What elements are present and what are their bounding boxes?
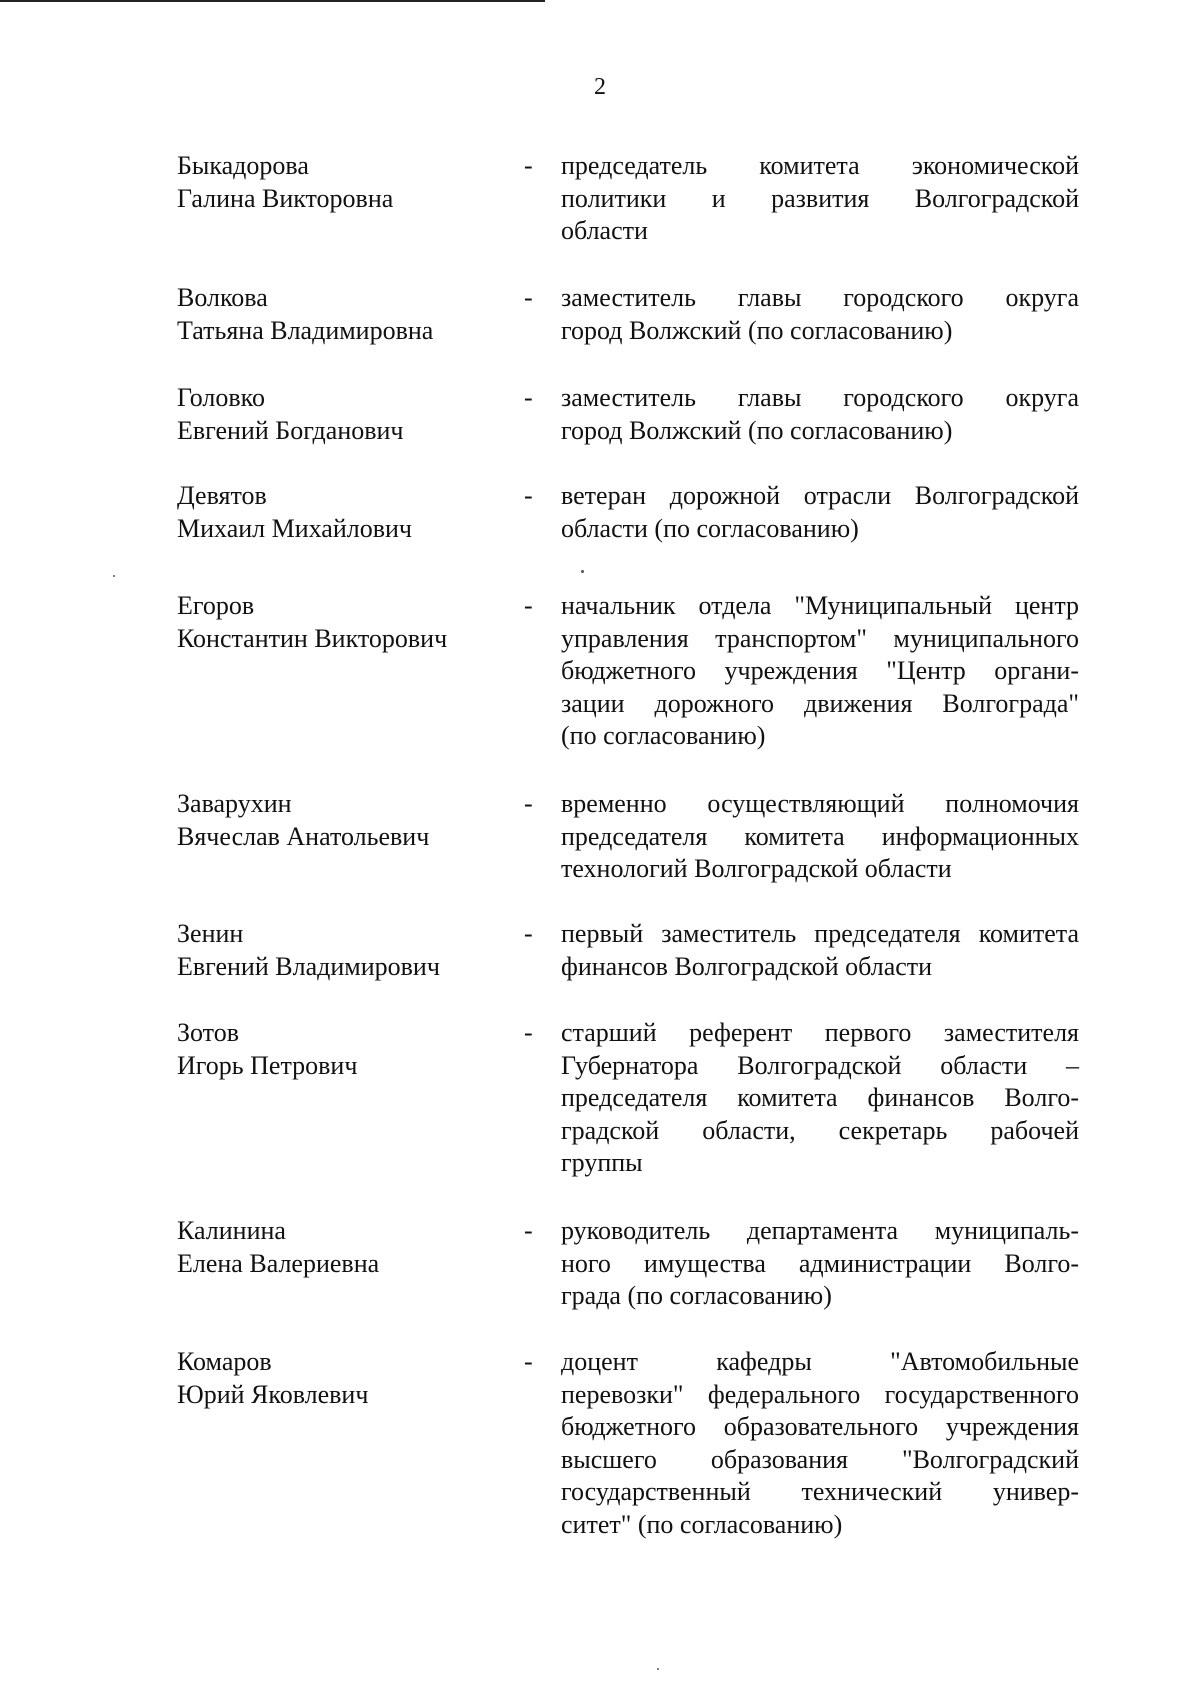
member-given-names: Игорь Петрович	[177, 1050, 358, 1080]
role-line: заместитель главы городского округа	[561, 383, 1079, 412]
member-given-names: Евгений Богданович	[177, 415, 404, 445]
separator-dash: -	[524, 789, 533, 818]
member-surname: Головко	[177, 383, 265, 412]
separator-dash: -	[524, 151, 533, 180]
member-role	[561, 590, 1079, 753]
member-role	[561, 480, 1079, 545]
separator-dash: -	[524, 919, 533, 948]
member-surname: Егоров	[177, 591, 255, 620]
role-line: управления транспортом" муниципального	[561, 623, 1079, 653]
member-given-names: Константин Викторович	[177, 623, 448, 653]
member-name	[177, 1017, 507, 1082]
role-line: доцент кафедры "Автомобильные	[561, 1347, 1079, 1376]
role-line: технологий Волгоградской области	[561, 854, 952, 883]
separator-dash: -	[524, 1347, 533, 1376]
role-line: государственный технический универ-	[561, 1477, 1079, 1506]
member-role	[561, 150, 1079, 248]
role-line: политики и развития Волгоградской	[561, 183, 1079, 213]
member-given-names: Юрий Яковлевич	[177, 1379, 369, 1409]
member-name	[177, 918, 507, 983]
member-given-names: Вячеслав Анатольевич	[177, 821, 430, 851]
role-line: группы	[561, 1148, 643, 1177]
member-role	[561, 788, 1079, 886]
member-given-names: Евгений Владимирович	[177, 951, 440, 981]
member-surname: Комаров	[177, 1347, 272, 1376]
role-line: заместитель главы городского округа	[561, 283, 1079, 312]
page-number: 2	[594, 74, 606, 100]
role-line: ного имущества администрации Волго-	[561, 1248, 1079, 1278]
scan-speck	[657, 1668, 659, 1670]
member-given-names: Михаил Михайлович	[177, 513, 413, 543]
role-line: Губернатора Волгоградской области –	[561, 1050, 1079, 1080]
role-line: руководитель департамента муниципаль-	[561, 1216, 1079, 1245]
role-line: первый заместитель председателя комитета	[561, 919, 1079, 948]
member-name	[177, 382, 507, 447]
member-surname: Калинина	[177, 1216, 286, 1245]
role-line: город Волжский (по согласованию)	[561, 415, 953, 445]
member-role	[561, 1017, 1079, 1180]
top-border-line	[0, 0, 545, 2]
member-surname: Девятов	[177, 481, 267, 510]
member-surname: Зотов	[177, 1018, 239, 1047]
role-line: града (по согласованию)	[561, 1281, 832, 1310]
scan-speck	[581, 570, 584, 573]
role-line: председателя комитета финансов Волго-	[561, 1083, 1079, 1112]
role-line: высшего образования "Волгоградский	[561, 1444, 1079, 1474]
member-role	[561, 1215, 1079, 1313]
role-line: области	[561, 216, 648, 245]
member-role	[561, 1346, 1079, 1541]
role-line: временно осуществляющий полномочия	[561, 789, 1079, 818]
role-line: зации дорожного движения Волгограда"	[561, 688, 1079, 718]
member-surname: Зенин	[177, 919, 244, 948]
role-line: области (по согласованию)	[561, 513, 859, 543]
member-name	[177, 590, 507, 655]
role-line: председатель комитета экономической	[561, 151, 1079, 180]
member-surname: Заварухин	[177, 789, 292, 818]
role-line: финансов Волгоградской области	[561, 951, 933, 981]
role-line: бюджетного учреждения "Центр органи-	[561, 656, 1079, 685]
member-name	[177, 1215, 507, 1280]
role-line: город Волжский (по согласованию)	[561, 315, 953, 345]
role-line: ситет" (по согласованию)	[561, 1509, 843, 1539]
member-role	[561, 282, 1079, 347]
member-surname: Волкова	[177, 283, 268, 312]
separator-dash: -	[524, 1018, 533, 1047]
member-name	[177, 480, 507, 545]
member-name	[177, 1346, 507, 1411]
separator-dash: -	[524, 283, 533, 312]
member-name	[177, 282, 507, 347]
member-role	[561, 918, 1079, 983]
role-line: (по согласованию)	[561, 721, 766, 750]
role-line: председателя комитета информационных	[561, 821, 1079, 851]
role-line: ветеран дорожной отрасли Волгоградской	[561, 481, 1079, 510]
member-given-names: Галина Викторовна	[177, 183, 394, 213]
member-given-names: Татьяна Владимировна	[177, 315, 434, 345]
separator-dash: -	[524, 383, 533, 412]
role-line: бюджетного образовательного учреждения	[561, 1412, 1079, 1441]
separator-dash: -	[524, 1216, 533, 1245]
separator-dash: -	[524, 591, 533, 620]
scan-speck	[113, 575, 115, 577]
member-role	[561, 382, 1079, 447]
member-name	[177, 788, 507, 853]
role-line: градской области, секретарь рабочей	[561, 1115, 1079, 1145]
separator-dash: -	[524, 481, 533, 510]
member-given-names: Елена Валериевна	[177, 1248, 380, 1278]
role-line: перевозки" федерального государственного	[561, 1379, 1079, 1409]
role-line: начальник отдела "Муниципальный центр	[561, 591, 1079, 620]
member-name	[177, 150, 507, 215]
member-surname: Быкадорова	[177, 151, 309, 180]
role-line: старший референт первого заместителя	[561, 1018, 1079, 1047]
